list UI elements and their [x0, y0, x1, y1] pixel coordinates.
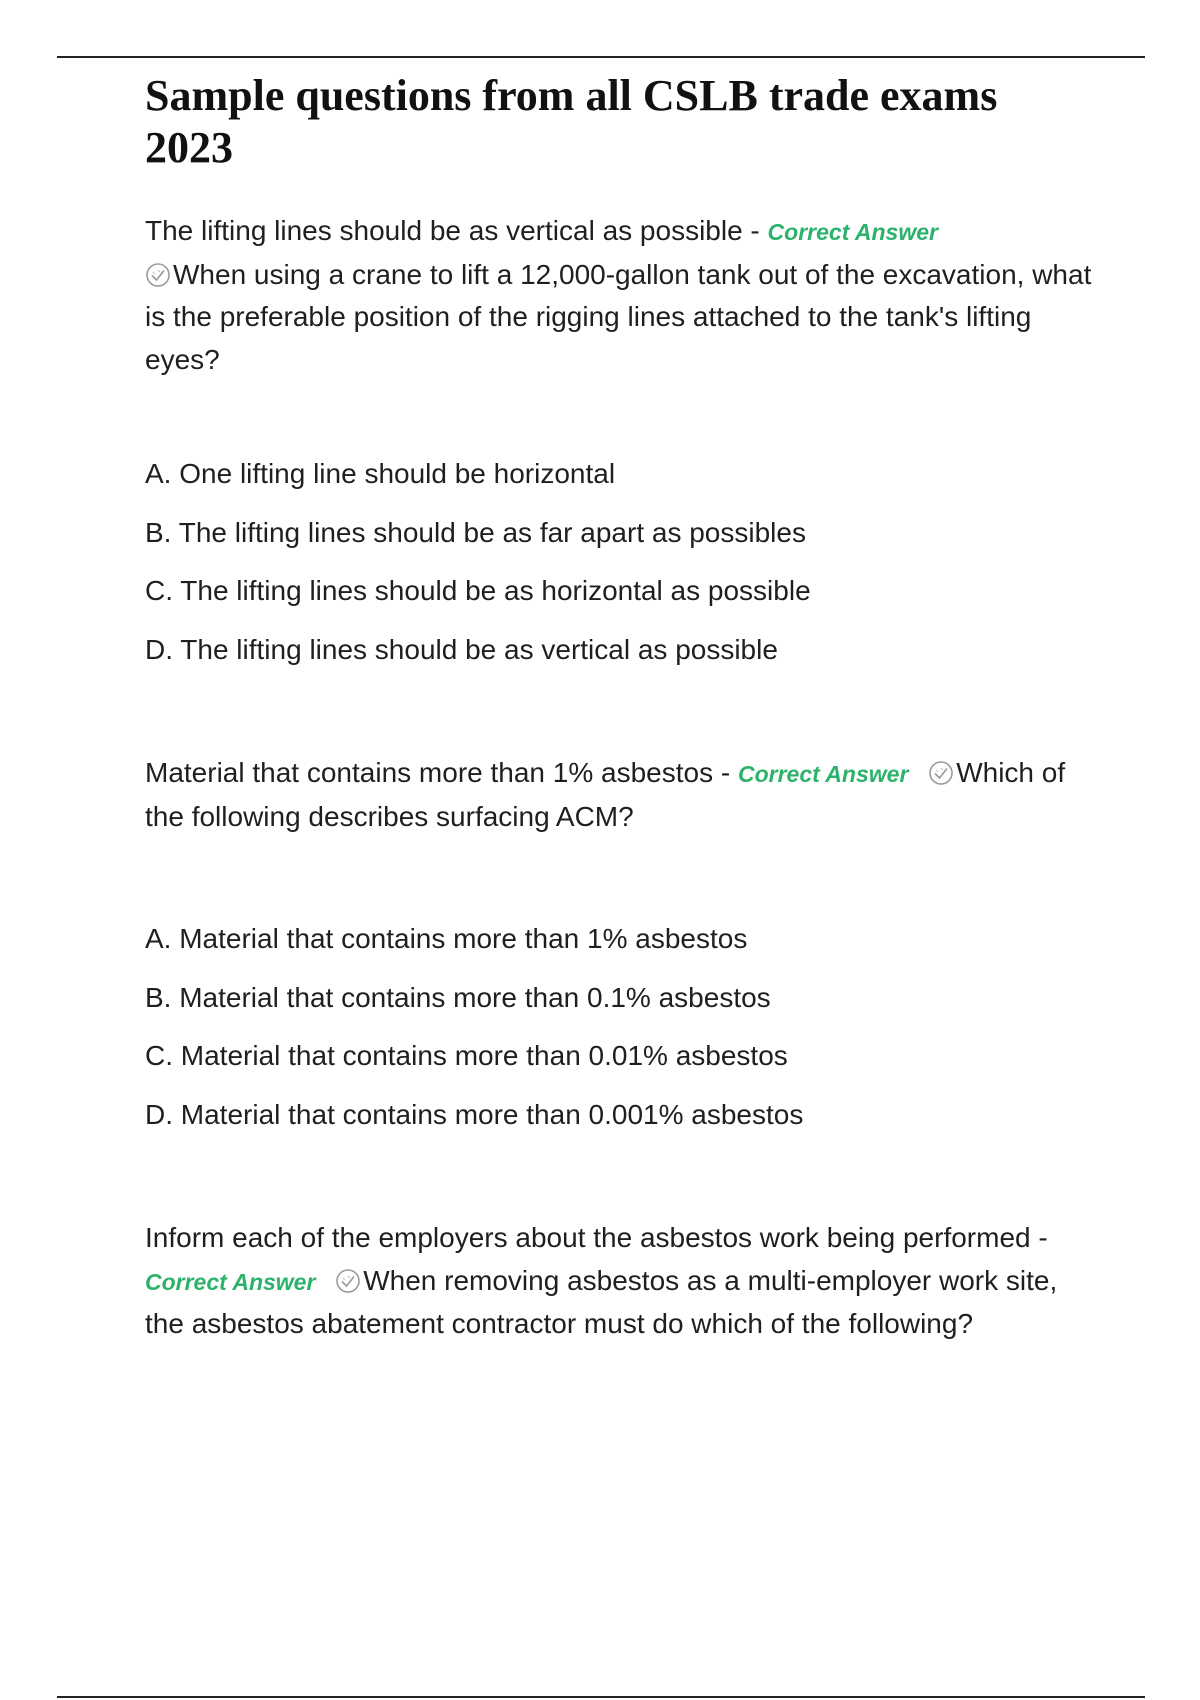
top-rule [57, 56, 1145, 58]
question-1-prompt: When using a crane to lift a 12,000-gallon tank out of the excavation, what is the preferable position of the rigging lines attached to the tank's lifting eyes? [145, 258, 1092, 375]
question-2-prompt: Which of the following describes surfacing ACM? [145, 757, 1066, 832]
bottom-rule [57, 1696, 1145, 1698]
option-item: A. Material that contains more than 1% asbestos [145, 923, 748, 954]
correct-answer-label: Correct Answer [145, 1268, 316, 1295]
option-item: A. One lifting line should be horizontal [145, 458, 616, 489]
option-item: C. Material that contains more than 0.01% asbestos [145, 1040, 788, 1071]
question-3 [145, 1217, 1095, 1346]
page-title: Sample questions from all CSLB trade exams 2023 [145, 71, 998, 172]
check-circle-icon [145, 262, 171, 288]
question-2-options [145, 910, 1095, 1144]
option-item: C. The lifting lines should be as horizontal as possible [145, 575, 811, 606]
option-item: B. Material that contains more than 0.1% asbestos [145, 981, 771, 1013]
question-3-answer: Inform each of the employers about the asbestos work being performed - [145, 1222, 1048, 1253]
question-1-answer: The lifting lines should be as vertical as possible - [145, 215, 760, 246]
question-1 [145, 210, 1095, 381]
correct-answer-label: Correct Answer [737, 761, 909, 787]
question-2-answer: Material that contains more than 1% asbestos - [145, 757, 731, 788]
question-1-options [145, 445, 1095, 679]
question-2 [145, 752, 1095, 838]
question-3-prompt: When removing asbestos as a multi-employer work site, the asbestos abatement contractor must do which of the following? [145, 1264, 1058, 1339]
option-item: D. The lifting lines should be as vertical as possible [145, 633, 778, 665]
option-item: B. The lifting lines should be as far apart as possibles [145, 516, 806, 548]
correct-answer-label: Correct Answer [767, 219, 938, 245]
page-content [145, 70, 1095, 1346]
option-item: D. Material that contains more than 0.001% asbestos [145, 1098, 804, 1130]
check-circle-icon [928, 760, 954, 786]
check-circle-icon [335, 1268, 361, 1294]
